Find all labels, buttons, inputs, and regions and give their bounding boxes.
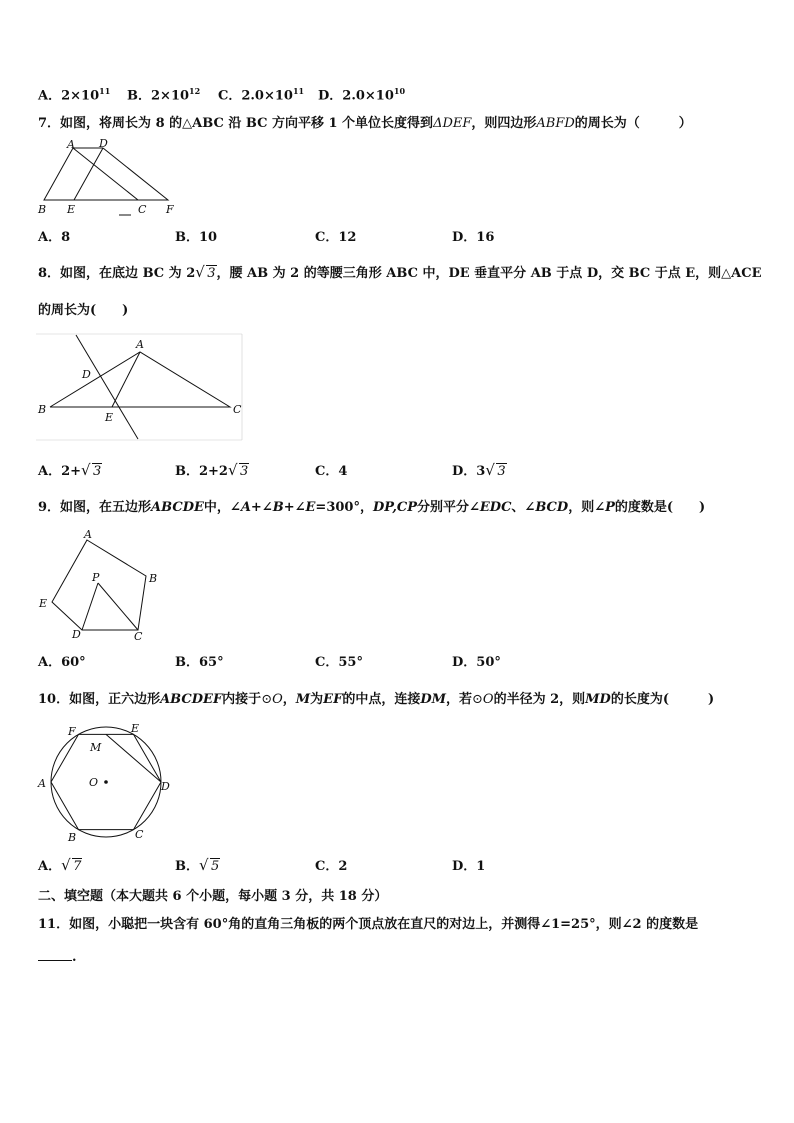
- q8-figure: [36, 333, 246, 443]
- sqrt-symbol: √ 3: [195, 263, 216, 281]
- q9-label-a: A: [84, 528, 92, 541]
- q7-label-e: E: [67, 203, 76, 216]
- q8-option-c: C．4: [315, 464, 348, 479]
- q10-label-d: D: [161, 780, 170, 793]
- q8-label-a: A: [136, 338, 144, 351]
- q9-option-d: D．50°: [452, 655, 501, 670]
- q8-option-d: D．3 √ 3: [452, 461, 506, 479]
- q8-label-b: B: [38, 403, 47, 416]
- q6-option-d: D．$2.0\times 10^{10}$: [318, 86, 406, 104]
- q7-question-text: 7．如图，将周长为 8 的△ABC 沿 BC 方向平移 1 个单位长度得到ΔDEF，则四边形ABFD的周长为（ ）: [38, 116, 692, 131]
- q10-label-e: E: [131, 722, 140, 735]
- q10-label-b: B: [68, 831, 77, 844]
- q10-option-a: A． √ 7: [38, 856, 82, 874]
- q7-label-f: F: [166, 203, 174, 216]
- q9-option-b: B．65°: [175, 655, 224, 670]
- q7-label-d: D: [99, 138, 108, 150]
- q10-label-f: F: [68, 725, 76, 738]
- q7-option-d: D．16: [452, 230, 495, 245]
- q10-label-m: M: [90, 741, 102, 754]
- q7-label-b: B: [38, 203, 47, 216]
- q10-label-o: O: [89, 776, 99, 789]
- q8-question-text: 8．如图，在底边 BC 为 2 √ 3，腰 AB 为 2 的等腰三角形 ABC 中，DE 垂直平分 AB 于点 D，交 BC 于点 E，则△ACE: [38, 263, 762, 281]
- q8-option-a: A．2+ √ 3: [38, 461, 102, 479]
- q9-question-text: 9．如图，在五边形ABCDE中，∠A+∠B+∠E=300°，DP,CP分别平分∠EDC、∠BCD，则∠P的度数是( ): [38, 500, 706, 515]
- q8-option-b: B．2+2 √ 3: [175, 461, 249, 479]
- q9-label-d: D: [72, 628, 81, 641]
- q9-option-c: C．55°: [315, 655, 363, 670]
- q8-label-d: D: [82, 368, 91, 381]
- q7-label-c: C: [138, 203, 147, 216]
- q7-label-a: A: [67, 138, 75, 151]
- q8-question-text-line2: 的周长为( ): [38, 303, 129, 318]
- q7-option-c: C．12: [315, 230, 357, 245]
- q7-option-b: B．10: [175, 230, 218, 245]
- q9-figure: [34, 526, 164, 644]
- q10-label-a: A: [38, 777, 46, 790]
- q6-option-b: B．$2\times 10^{12}$: [127, 86, 201, 104]
- q7-option-a: A．8: [38, 230, 71, 245]
- q9-label-c: C: [134, 630, 143, 643]
- q9-label-e: E: [39, 597, 48, 610]
- q11-answer-blank[interactable]: .: [38, 949, 77, 967]
- section-heading: 二、填空题（本大题共 6 个小题，每小题 3 分，共 18 分）: [38, 889, 388, 904]
- q6-option-c: C．$2.0\times 10^{11}$: [218, 86, 305, 104]
- q10-option-b: B． √ 5: [175, 856, 220, 874]
- q10-question-text: 10．如图，正六边形ABCDEF内接于⊙O，M为EF的中点，连接DM，若⊙O的半径为 2，则MD的长度为( ): [38, 692, 715, 707]
- q9-label-p: P: [92, 571, 100, 584]
- q10-option-d: D．1: [452, 859, 486, 874]
- q10-option-c: C．2: [315, 859, 348, 874]
- q7-figure: [36, 138, 181, 220]
- q10-label-c: C: [135, 828, 144, 841]
- q10-figure: [34, 718, 174, 846]
- q8-label-c: C: [233, 403, 242, 416]
- q6-option-a: A．$2\times 10^{11}$: [38, 86, 111, 104]
- q8-label-e: E: [105, 411, 114, 424]
- q11-question-text: 11．如图，小聪把一块含有 60°角的直角三角板的两个顶点放在直尺的对边上，并测得∠1=25°，则∠2 的度数是: [38, 917, 699, 932]
- q9-option-a: A．60°: [38, 655, 86, 670]
- q9-label-b: B: [149, 572, 158, 585]
